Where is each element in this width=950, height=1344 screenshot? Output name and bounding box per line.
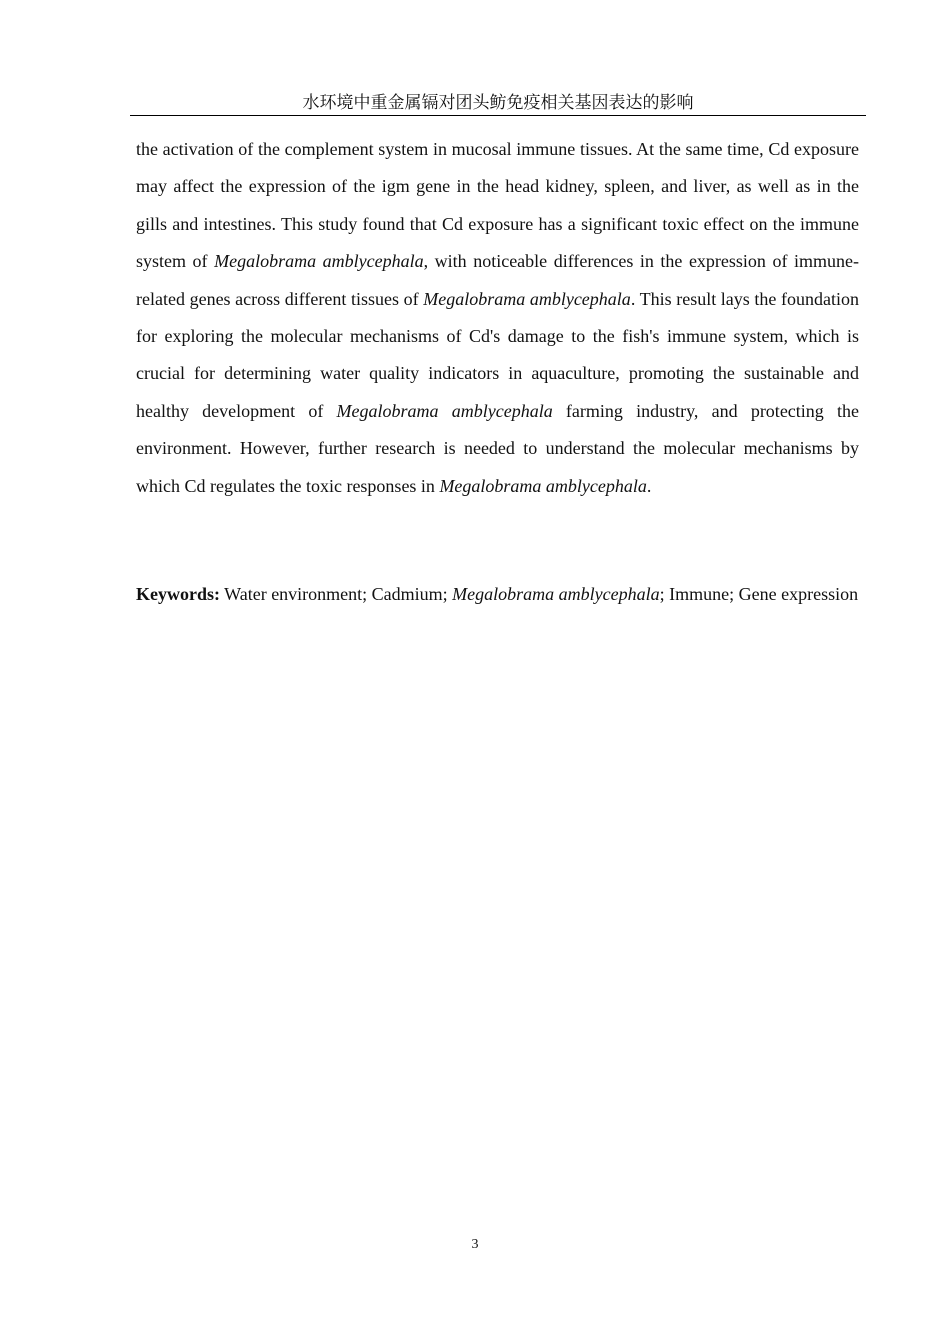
abstract-text: . This result lays the foundation for exploring the molecular mechanisms of Cd's damage to the fish's immune system, which is crucial for determining water quality indicators in aquaculture, promoting the sustainable and healthy development of [136,288,859,421]
species-name: Megalobrama amblycephala [423,288,631,309]
abstract-text: farming industry, and protecting the environment. However, further research is needed to understand the molecular mechanisms by which Cd regulates the toxic responses in [136,400,859,496]
species-name: Megalobrama amblycephala [336,400,553,421]
keywords-species: Megalobrama amblycephala [452,584,660,604]
abstract-text: the activation of the complement system in mucosal immune tissues. At the same time, Cd exposure may affect the expression of the igm gene in the head kidney, spleen, and liver, as well as in the gills and intestines. This study found that Cd exposure has a significant toxic effect on the immune system of [136,139,859,272]
keywords-paragraph [136,576,859,613]
abstract-paragraph [136,131,859,505]
page-number: 3 [471,1237,479,1252]
abstract-text: . [646,475,652,496]
header-rule [130,115,866,116]
keywords-text: Water environment; Cadmium; [220,584,453,604]
species-name: Megalobrama amblycephala [439,475,647,496]
species-name: Megalobrama amblycephala [214,251,424,272]
running-header-title: 水环境中重金属镉对团头鲂免疫相关基因表达的影响 [302,93,694,112]
abstract-text: , with noticeable differences in the expression of immune-related genes across different tissues of [136,251,859,309]
keywords-text: ; Immune; Gene expression [659,584,859,604]
keywords-label: Keywords: [136,584,220,604]
